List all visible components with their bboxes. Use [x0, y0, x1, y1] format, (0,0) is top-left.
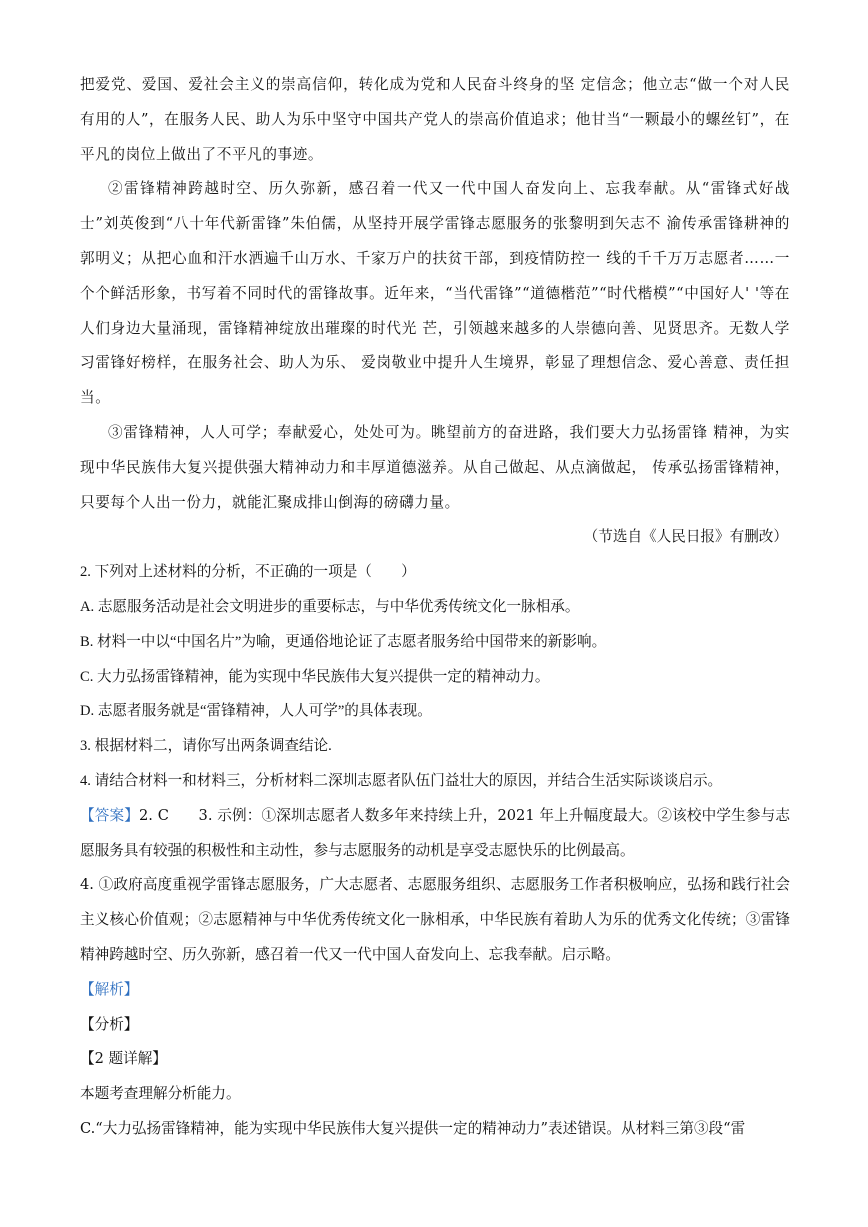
analysis-option-c: C.“大力弘扬雷锋精神，能为实现中华民族伟大复兴提供一定的精神动力”表述错误。从材料三第③段“雷 — [80, 1119, 746, 1137]
answer-block-2: 4. ①政府高度重视学雷锋志愿服务，广大志愿者、志愿服务组织、志愿服务工作者积极响应，弘扬和践行社会主义核心价值观；②志愿精神与中华优秀传统文化一脉相承，中华民族有着助人为乐的优秀文化传统；③雷锋精神跨越时空、历久弥新，感召着一代又一代中国人奋发向上、忘我奉献。启示略。 — [80, 876, 790, 963]
question-2: 2. 下列对上述材料的分析，不正确的一项是（ ） — [80, 564, 416, 581]
material-paragraph-1: 把爱党、爱国、爱社会主义的崇高信仰，转化成为党和人民奋斗终身的坚 定信念；他立志“做一个对人民有用的人”，在服务人民、助人为乐中坚守中国共产党人的崇高价值追求；他甘当“一颗最小的螺丝钉”，在平凡的岗位上做出了不平凡的事迹。 — [80, 76, 790, 163]
analysis-label: 【解析】 — [80, 980, 139, 998]
answer-label: 【答案】 — [80, 806, 139, 824]
fenxi-label: 【分析】 — [80, 1015, 139, 1033]
material-paragraph-2: ②雷锋精神跨越时空、历久弥新，感召着一代又一代中国人奋发向上、忘我奉献。从“雷锋式好战士”刘英俊到“八十年代新雷锋”朱伯儒，从坚持开展学雷锋志愿服务的张黎明到矢志不 渝传承雷锋耕神的郭明义；从把心血和汗水洒遍千山万水、千家万户的扶贫干部，到疫情防控一 线的千千万万志愿者……一个个鲜活形象，书写着不同时代的雷锋故事。近年来，“当代雷锋”“道德楷范”“时代楷模”“中国好人' '等在人们身边大量涌现，雷锋精神绽放出璀璨的时代光 芒，引领越来越多的人崇德向善、见贤思齐。无数人学习雷锋好榜样，在服务社会、助人为乐、 爱岗敬业中提升人生境界，彰显了理想信念、爱心善意、责任担当。 — [80, 180, 790, 407]
answer-block-1 — [80, 799, 790, 869]
option-a: A. 志愿服务活动是社会文明进步的重要标志，与中华优秀传统文化一脉相承。 — [80, 598, 580, 615]
option-d: D. 志愿者服务就是“雷锋精神，人人可学”的具体表现。 — [80, 703, 432, 720]
question-4: 4. 请结合材料一和材料三，分析材料二深圳志愿者队伍门益壮大的原因，并结合生活实际谈谈启示。 — [80, 772, 723, 789]
option-c: C. 大力弘扬雷锋精神，能为实现中华民族伟大复兴提供一定的精神动力。 — [80, 668, 550, 685]
question-3: 3. 根据材料二，请你写出两条调查结论. — [80, 738, 332, 755]
analysis-note: 本题考查理解分析能力。 — [80, 1085, 241, 1103]
source-citation: （节选自《人民日报》有删改） — [583, 528, 788, 546]
answer-text-1: 2. C 3. 示例：①深圳志愿者人数多年来持续上升，2021 年上升幅度最大。②该校中学生参与志愿服务具有较强的积极性和主动性，参与志愿服务的动机是享受志愿快乐的比例最高。 — [80, 806, 790, 859]
option-b: B. 材料一中以“中国名片”为喻，更通俗地论证了志愿者服务给中国带来的新影响。 — [80, 633, 607, 650]
detail-label: 【2 题详解】 — [80, 1050, 167, 1068]
material-paragraph-3: ③雷锋精神，人人可学；奉献爱心，处处可为。眺望前方的奋进路，我们要大力弘扬雷锋 精神，为实现中华民族伟大复兴提供强大精神动力和丰厚道德滋养。从自己做起、从点滴做起， 传承弘扬雷锋精神，只要每个人出一份力，就能汇聚成排山倒海的磅礴力量。 — [80, 423, 790, 511]
